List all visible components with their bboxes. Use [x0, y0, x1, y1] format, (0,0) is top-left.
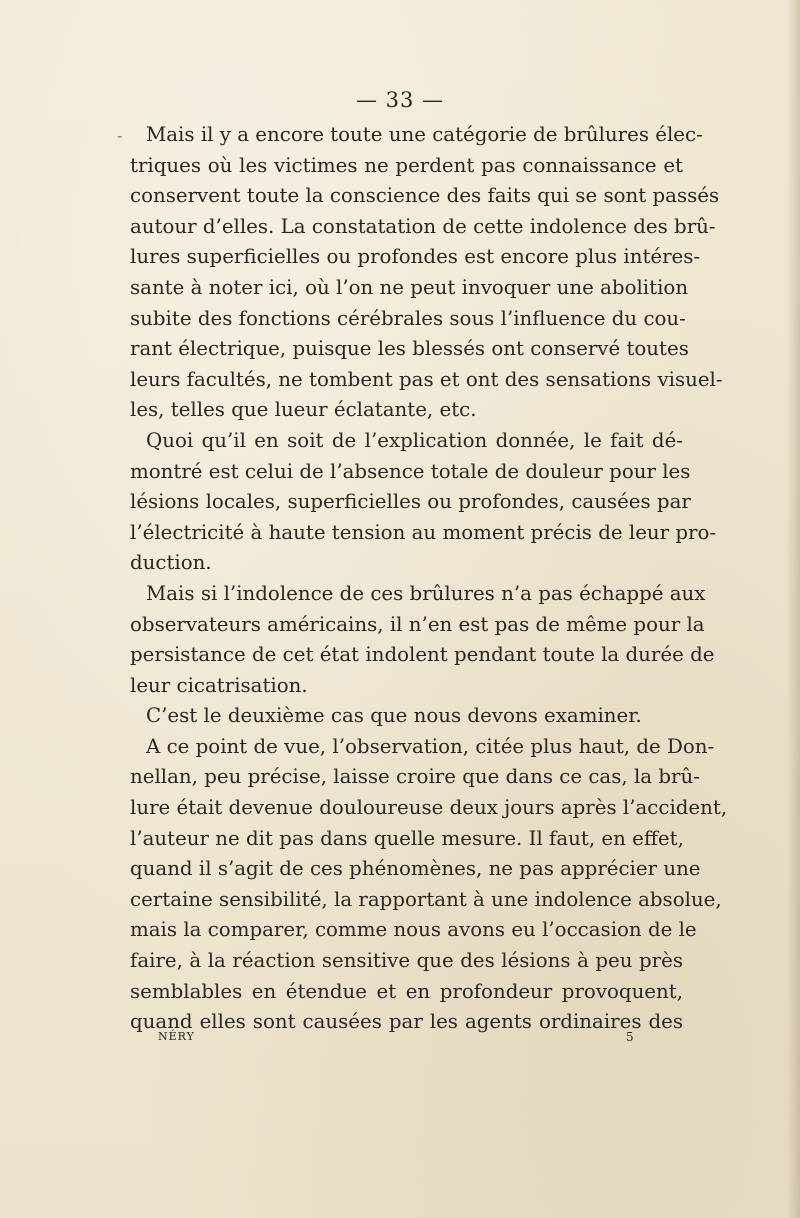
text-line: montré est celui de l’absence totale de douleur pour les [130, 459, 691, 483]
paragraph-4 [130, 701, 683, 732]
text-line: lures superficielles ou profondes est encore plus intéres- [130, 245, 701, 269]
margin-mark: - [117, 126, 123, 145]
page-number: — 33 — [355, 88, 445, 112]
paragraph-1 [130, 120, 723, 426]
text-line: certaine sensibilité, la rapportant à une indolence absolue, [130, 887, 722, 911]
signature-number: 5 [626, 1030, 634, 1044]
text-line: semblables en étendue et en profondeur provoquent, [130, 979, 683, 1003]
text-line: autour d’elles. La constatation de cette indolence des brû- [130, 214, 716, 238]
signature-mark: NÉRY [158, 1030, 195, 1043]
page-edge-shadow [786, 0, 800, 1218]
text-line: l’électricité à haute tension au moment précis de leur pro- [130, 520, 717, 544]
text-line: duction. [130, 551, 212, 575]
text-line: lésions locales, superficielles ou profondes, causées par [130, 490, 691, 514]
text-line: sante à noter ici, où l’on ne peut invoquer une abolition [130, 275, 689, 299]
text-line: quand elles sont causées par les agents ordinaires des [130, 1010, 683, 1034]
body-text [130, 120, 728, 1038]
text-line: Quoi qu’il en soit de l’explication donnée, le fait dé- [146, 428, 683, 452]
text-line: quand il s’agit de ces phénomènes, ne pas apprécier une [130, 857, 701, 881]
text-line: faire, à la réaction sensitive que des lésions à peu près [130, 949, 683, 973]
text-line: observateurs américains, il n’en est pas de même pour la [130, 612, 705, 636]
text-line: l’auteur ne dit pas dans quelle mesure. Il faut, en effet, [130, 826, 684, 850]
text-line: Mais il y a encore toute une catégorie de brûlures élec- [146, 123, 703, 146]
text-line: lure était devenue douloureuse deux jours après l’accident, [130, 796, 728, 820]
text-line: leur cicatrisation. [130, 673, 308, 697]
text-line: subite des fonctions cérébrales sous l’influence du cou- [130, 306, 686, 330]
text-line: Mais si l’indolence de ces brûlures n’a pas échappé aux [146, 581, 706, 605]
text-line: triques où les victimes ne perdent pas connaissance et [130, 153, 683, 177]
text-line: les, telles que lueur éclatante, etc. [130, 398, 477, 422]
text-line: C’est le deuxième cas que nous devons examiner. [146, 704, 642, 728]
text-line: persistance de cet état indolent pendant toute la durée de [130, 643, 715, 667]
text-line: nellan, peu précise, laisse croire que dans ce cas, la brû- [130, 765, 700, 789]
text-line: rant électrique, puisque les blessés ont conservé toutes [130, 337, 689, 361]
text-line: conservent toute la conscience des faits qui se sont passés [130, 184, 720, 208]
paragraph-2 [130, 426, 717, 579]
paragraph-3 [130, 579, 715, 701]
text-line: A ce point de vue, l’observation, citée plus haut, de Don- [146, 734, 715, 758]
text-line: mais la comparer, comme nous avons eu l’occasion de le [130, 918, 697, 942]
text-line: leurs facultés, ne tombent pas et ont des sensations visuel- [130, 367, 723, 391]
paragraph-5 [130, 732, 728, 1038]
